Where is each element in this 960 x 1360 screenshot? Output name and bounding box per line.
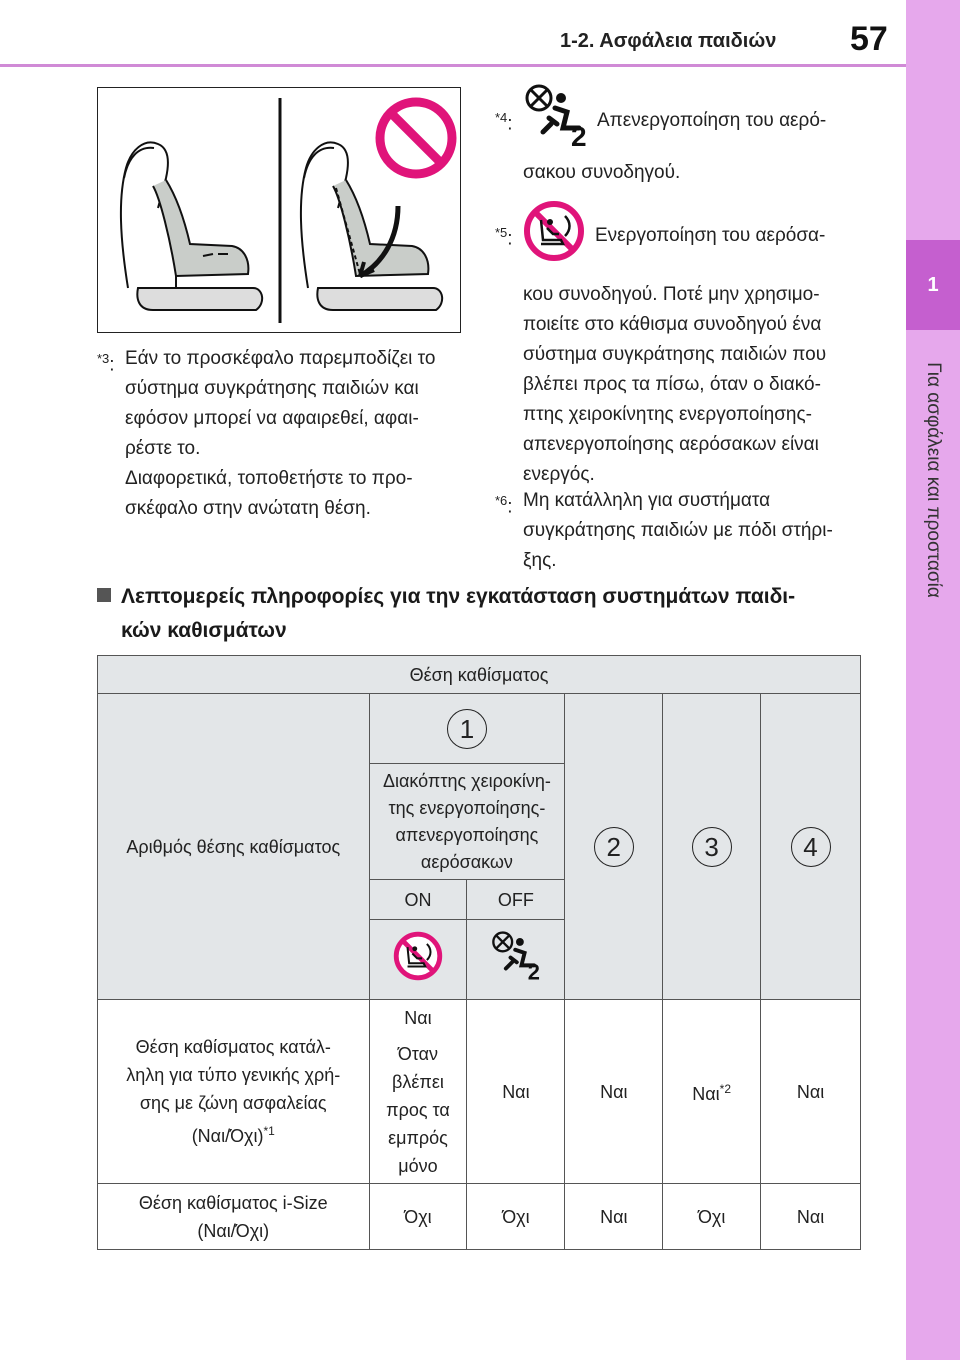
table-title: Θέση καθίσματος — [98, 656, 861, 694]
universal-belted-seat-4: Ναι — [761, 1000, 861, 1184]
headrest-illustration — [97, 87, 461, 333]
side-tab — [906, 0, 960, 1360]
note-4: $^{*4}$: 2 Απενεργοποίηση του αερό- σακου συνοδηγού. — [495, 88, 865, 188]
prohibition-icon — [380, 102, 452, 174]
isize-off: Όχι — [467, 1184, 565, 1250]
switch-off-label: OFF — [467, 880, 565, 920]
page-number: 57 — [850, 20, 888, 58]
note-5-line: ποιείτε στο κάθισμα συνοδηγού ένα — [523, 314, 822, 335]
table-row — [98, 1184, 861, 1250]
chapter-title: Για ασφάλεια και προστασία — [923, 362, 944, 598]
note-6: $^{*6}$: Μη κατάλληλη για συστήματα συγκράτησης παιδιών με πόδι στήρι- ξης. — [495, 486, 870, 576]
note-5-line: βλέπει προς τα πίσω, όταν ο διακό- — [523, 374, 821, 395]
seat-number-3: 3 — [663, 694, 761, 1000]
section-heading-line: κών καθισμάτων — [121, 619, 287, 642]
isize-seat-4: Ναι — [761, 1184, 861, 1250]
header-rule — [0, 64, 906, 67]
note-3-line: ρέστε το. — [125, 438, 201, 459]
note-5-line: πτης χειροκίνητης ενεργοποίησης- — [523, 404, 812, 425]
isize-label: Θέση καθίσματος i-Size (Ναι/Όχι) — [98, 1184, 370, 1250]
seat-number-label: Αριθμός θέσης καθίσματος — [98, 694, 370, 1000]
note-5-first: Ενεργοποίηση του αερόσα- — [595, 225, 826, 246]
passenger-airbag-on-icon — [523, 200, 585, 272]
heading-bullet-icon — [97, 588, 111, 602]
footnote-ref: *2 — [719, 1082, 732, 1096]
car-seat-right — [301, 142, 442, 310]
note-5-line: απενεργοποίησης αερόσακων είναι — [523, 434, 819, 455]
universal-belted-off: Ναι — [467, 1000, 565, 1184]
table-row — [98, 1000, 861, 1184]
universal-belted-seat-3: Ναι$^{*2}$ — [663, 1000, 761, 1184]
note-6-label: *6 — [495, 493, 508, 508]
isize-seat-2: Ναι — [565, 1184, 663, 1250]
note-6-line: συγκράτησης παιδιών με πόδι στήρι- — [523, 520, 833, 541]
seat-number-4: 4 — [761, 694, 861, 1000]
switch-on-label: ON — [369, 880, 467, 920]
note-5-line: κου συνοδηγού. Ποτέ μην χρησιμο- — [523, 284, 820, 305]
isize-seat-3: Όχι — [663, 1184, 761, 1250]
section-title: 1-2. Ασφάλεια παιδιών — [560, 30, 777, 52]
isize-on: Όχι — [369, 1184, 467, 1250]
seat-number-1: 1 — [369, 694, 565, 764]
note-5-label: *5 — [495, 224, 508, 240]
note-5-line: σύστημα συγκράτησης παιδιών που — [523, 344, 827, 365]
svg-text:2: 2 — [527, 958, 540, 981]
section-heading-line: Λεπτομερείς πληροφορίες για την εγκατάσταση συστημάτων παιδι- — [121, 585, 796, 608]
note-5-line: ενεργός. — [523, 464, 595, 485]
universal-belted-on: Ναι Όταν βλέπει προς τα εμπρός μόνο — [369, 1000, 467, 1184]
svg-text:2: 2 — [571, 121, 587, 148]
note-3-line: σκέφαλο στην ανώτατη θέση. — [125, 498, 371, 519]
seat-number-2: 2 — [565, 694, 663, 1000]
note-3: $^{*3}$: Εάν το προσκέφαλο παρεμποδίζει το σύστημα συγκράτησης παιδιών και εφόσον μπορεί να αφαιρεθεί, αφαι- ρέστε το. Διαφορετικά, τοποθετήστε το προ- σκέφαλο στην ανώτατη θέση. — [97, 344, 467, 524]
note-6-line: ξης. — [523, 550, 557, 571]
car-seat-left — [121, 142, 262, 310]
note-4-label: *4 — [495, 109, 508, 125]
note-6-line: Μη κατάλληλη για συστήματα — [523, 490, 771, 511]
passenger-airbag-on-icon — [393, 931, 443, 981]
note-5: $^{*5}$: Ενεργοποίηση του αερόσα- κου συνοδηγού. Ποτέ μην χρησιμο- ποιείτε στο κάθισμα συνοδηγού ένα σύστημα συγκράτησης παιδιών που βλέπει προς τα πίσω, όταν ο διακό- πτης χειροκίνητης ενεργοποίησης- απενεργοποίησης αερόσακων είναι ενεργός. — [495, 204, 865, 490]
note-3-line: σύστημα συγκράτησης παιδιών και — [125, 378, 419, 399]
note-4-first: Απενεργοποίηση του αερό- — [597, 110, 827, 131]
airbag-switch-label: Διακόπτης χειροκίνη- της ενεργοποίησης- απενεργοποίησης αερόσακων — [369, 764, 565, 880]
universal-belted-seat-2: Ναι — [565, 1000, 663, 1184]
universal-belted-label: Θέση καθίσματος κατάλ- ληλη για τύπο γενικής χρή- σης με ζώνη ασφαλείας $(N\alpha\iota/Ό\chi\iota)^{*1}$ — [98, 1000, 370, 1184]
note-3-line: εφόσον μπορεί να αφαιρεθεί, αφαι- — [125, 408, 419, 429]
seat-positions-table — [97, 655, 861, 1250]
note-3-line: Εάν το προσκέφαλο παρεμποδίζει το — [125, 348, 436, 369]
passenger-airbag-off-icon — [523, 84, 589, 158]
child-seat-illustration — [98, 88, 459, 331]
airbag-on-cell — [369, 920, 467, 1000]
chapter-number: 1 — [906, 240, 960, 330]
section-heading — [97, 580, 867, 648]
passenger-airbag-off-icon — [490, 931, 542, 981]
footnote-ref: *1 — [263, 1124, 275, 1138]
note-3-label: *3 — [97, 351, 110, 366]
airbag-off-cell — [467, 920, 565, 1000]
note-4-rest: σακου συνοδηγού. — [523, 162, 681, 183]
note-3-line: Διαφορετικά, τοποθετήστε το προ- — [125, 468, 413, 489]
